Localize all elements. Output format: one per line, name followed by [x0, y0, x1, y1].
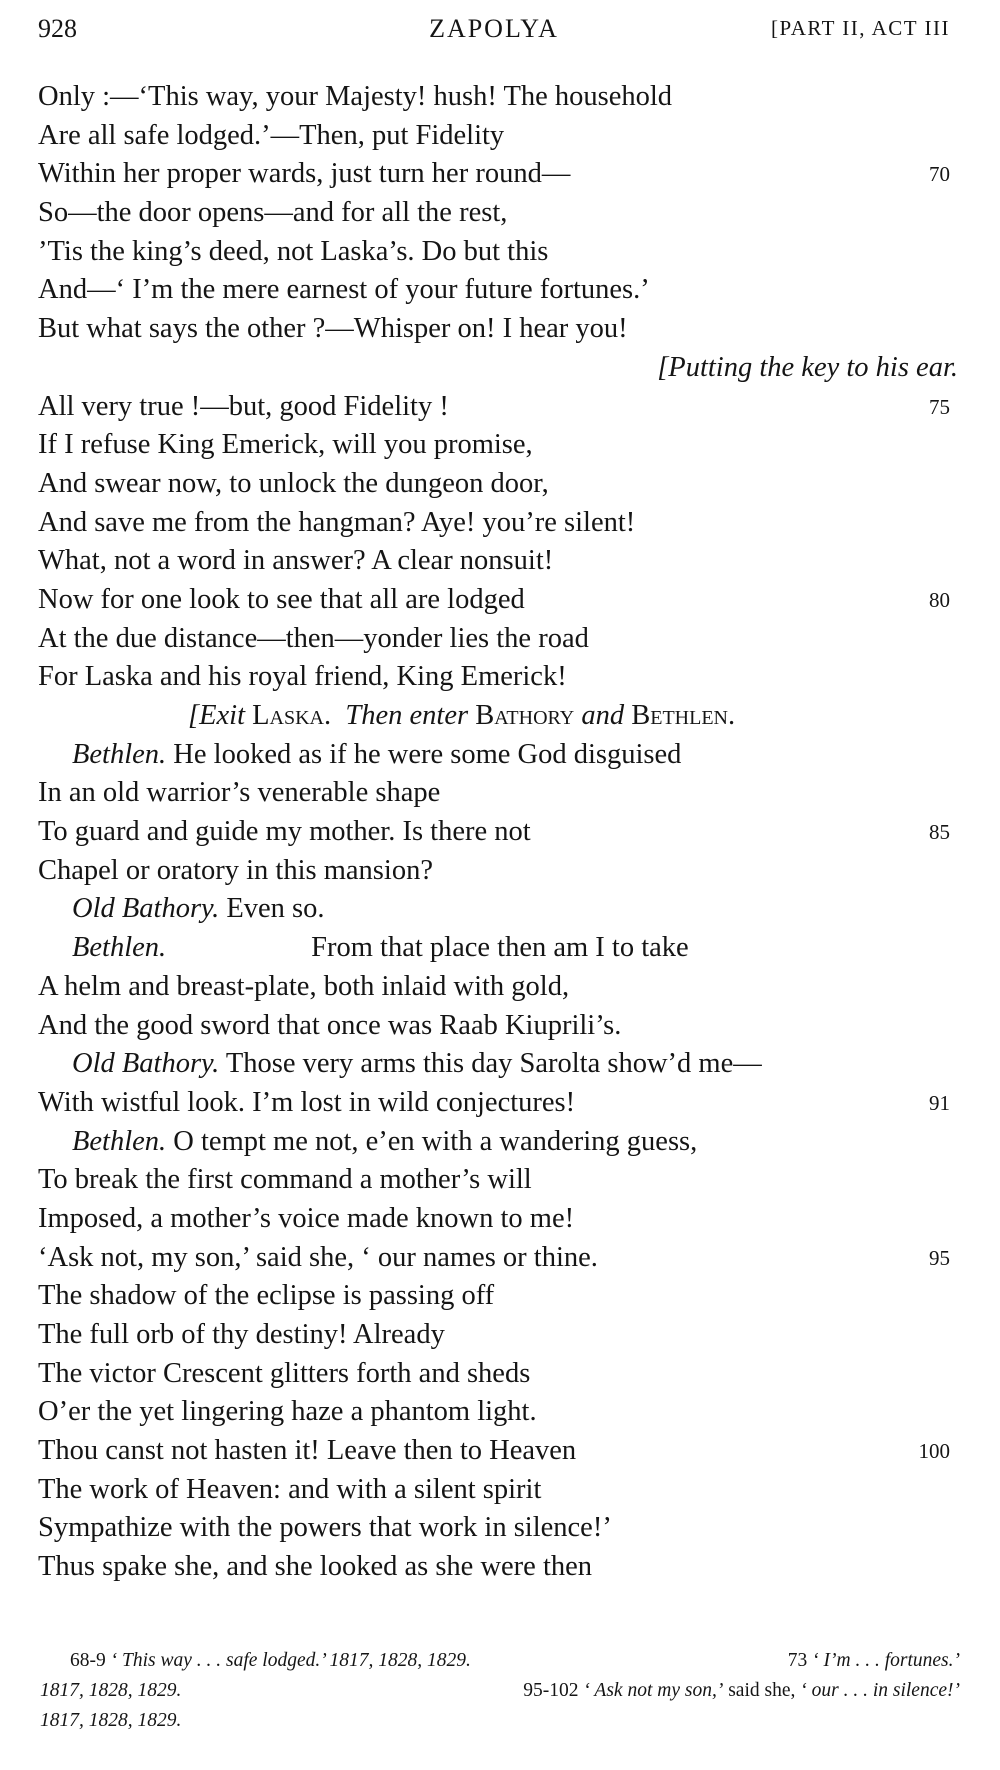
line-text: Only :—‘This way, your Majesty! hush! The household [38, 81, 673, 112]
line-text: ‘Ask not, my son,’ said she, ‘ our names or thine. [38, 1241, 598, 1273]
line-text: Those very arms this day Sarolta show’d me— [225, 1048, 762, 1080]
line-text: He looked as if he were some God disguised [173, 738, 682, 770]
line-text: Within her proper wards, just turn her round— [38, 158, 571, 190]
verse-line [38, 155, 958, 194]
line-text: The victor Crescent glitters forth and sheds [38, 1357, 531, 1389]
line-text: Chapel or oratory in this mansion? [38, 854, 433, 886]
verse-line [38, 1316, 958, 1355]
stage-direction [38, 697, 958, 736]
verse-line [38, 1123, 958, 1162]
stage-direction-exit: [Exit [188, 700, 245, 731]
footnote-text: ‘ our . . . in silence!’ [800, 1680, 960, 1701]
line-text: From that place then am I to take [311, 932, 689, 964]
line-text: ’Tis the king’s deed, not Laska’s. Do but this [38, 235, 549, 267]
verse-line [38, 929, 958, 968]
stage-direction-enter: Then enter [345, 700, 469, 731]
line-text: With wistful look. I’m lost in wild conjectures! [38, 1086, 576, 1118]
verse-line [38, 1161, 958, 1200]
verse-line [38, 117, 958, 156]
verse-line [38, 890, 958, 929]
verse-line [38, 774, 958, 813]
character-name: Bethlen. [631, 700, 736, 731]
stage-direction-and: and [581, 700, 625, 731]
line-number: 91 [929, 1090, 950, 1115]
verse-line [38, 388, 958, 427]
footnote-years: 1817, 1828, 1829. [40, 1710, 182, 1731]
line-text: Even so. [226, 893, 325, 925]
line-number: 70 [929, 162, 950, 187]
verse-line [38, 1200, 958, 1239]
line-text: Sympathize with the powers that work in silence!’ [38, 1512, 612, 1544]
speaker-name: Old Bathory. [72, 1048, 220, 1080]
line-text: And—‘ I’m the mere earnest of your future fortunes.’ [38, 274, 650, 306]
character-name: Laska. [252, 700, 332, 731]
page-number: 928 [38, 14, 77, 43]
footnote-ref: 73 [787, 1650, 808, 1671]
line-text: If I refuse King Emerick, will you promise, [38, 429, 533, 461]
line-number: 80 [929, 587, 950, 612]
line-text: To guard and guide my mother. Is there not [38, 816, 531, 848]
line-text: What, not a word in answer? A clear nonsuit! [38, 545, 554, 577]
line-number: 85 [929, 820, 950, 845]
line-text: O tempt me not, e’en with a wandering guess, [173, 1125, 698, 1157]
line-text: For Laska and his royal friend, King Emerick! [38, 661, 567, 693]
line-text: To break the first command a mother’s will [38, 1164, 532, 1196]
verse-line [38, 620, 958, 659]
line-text: And save me from the hangman? Aye! you’re silent! [38, 506, 636, 538]
line-text: And the good sword that once was Raab Kiuprili’s. [38, 1009, 622, 1041]
footnote-text: ‘ Ask not my son,’ [583, 1680, 724, 1701]
character-name: Bathory [475, 700, 575, 731]
line-text: All very true !—but, good Fidelity ! [38, 390, 449, 422]
line-number: 75 [929, 394, 950, 419]
footnote-years: 1817, 1828, 1829. [40, 1680, 182, 1701]
footnote-row [40, 1646, 960, 1676]
verse-line [38, 581, 958, 620]
verse-line [38, 1355, 958, 1394]
verse-line [38, 310, 958, 349]
line-text: At the due distance—then—yonder lies the road [38, 622, 589, 654]
line-text: Are all safe lodged.’—Then, put Fidelity [38, 119, 505, 151]
verse-line [38, 813, 958, 852]
verse-line [38, 504, 958, 543]
stage-direction-text: [Putting the key to his ear. [657, 351, 958, 383]
verse-line [38, 194, 958, 233]
verse-line [38, 1045, 958, 1084]
verse-line [38, 1277, 958, 1316]
verse-line [38, 1007, 958, 1046]
line-text: The shadow of the eclipse is passing off [38, 1280, 495, 1312]
line-text: In an old warrior’s venerable shape [38, 777, 441, 809]
line-text: Now for one look to see that all are lodged [38, 583, 525, 615]
verse-line [38, 658, 958, 697]
verse-line [38, 1509, 958, 1548]
footnote-text: said she, [728, 1680, 796, 1701]
verse-line [38, 233, 958, 272]
speaker-name: Bethlen. [72, 1125, 167, 1157]
verse-line [38, 852, 958, 891]
line-text: Thus spake she, and she looked as she were then [38, 1551, 593, 1583]
line-text: Thou canst not hasten it! Leave then to Heaven [38, 1435, 577, 1467]
speaker-name: Old Bathory. [72, 893, 220, 925]
line-text: Imposed, a mother’s voice made known to me! [38, 1202, 575, 1234]
speaker-name: Bethlen. [72, 932, 167, 964]
line-text: The work of Heaven: and with a silent spirit [38, 1473, 542, 1505]
line-text: A helm and breast-plate, both inlaid with gold, [38, 970, 570, 1002]
footnote-row [40, 1706, 960, 1736]
line-text: The full orb of thy destiny! Already [38, 1319, 445, 1350]
footnote-ref: 95-102 [523, 1680, 579, 1701]
verse-line [38, 271, 958, 310]
footnote-row [40, 1676, 960, 1706]
verse-line [38, 1432, 958, 1471]
verse-line [38, 1239, 958, 1278]
part-act-label: [PART II, ACT III [770, 16, 950, 40]
line-text: So—the door opens—and for all the rest, [38, 197, 508, 229]
verse-line [38, 426, 958, 465]
footnote-text: ‘ This way . . . safe lodged.’ 1817, 1828, 1829. [110, 1650, 471, 1671]
footnote-text: ‘ I’m . . . fortunes.’ [812, 1650, 960, 1671]
footnotes [40, 1646, 960, 1736]
verse-line [38, 78, 958, 117]
line-number: 95 [929, 1245, 950, 1270]
verse-line [38, 1393, 958, 1432]
verse-line [38, 465, 958, 504]
verse-line [38, 1471, 958, 1510]
speaker-name: Bethlen. [72, 738, 167, 770]
verse-line [38, 1084, 958, 1123]
verse-line [38, 542, 958, 581]
line-text: And swear now, to unlock the dungeon door, [38, 467, 549, 499]
running-header [38, 14, 950, 54]
verse-line [38, 736, 958, 775]
line-text: O’er the yet lingering haze a phantom light. [38, 1396, 537, 1428]
stage-direction [38, 349, 958, 388]
verse-line [38, 968, 958, 1007]
running-title: ZAPOLYA [429, 14, 559, 43]
verse-text [38, 78, 958, 1587]
footnote-ref: 68-9 [70, 1650, 106, 1671]
line-number: 100 [918, 1439, 950, 1464]
verse-line [38, 1548, 958, 1587]
line-text: But what says the other ?—Whisper on! I hear you! [38, 313, 628, 345]
